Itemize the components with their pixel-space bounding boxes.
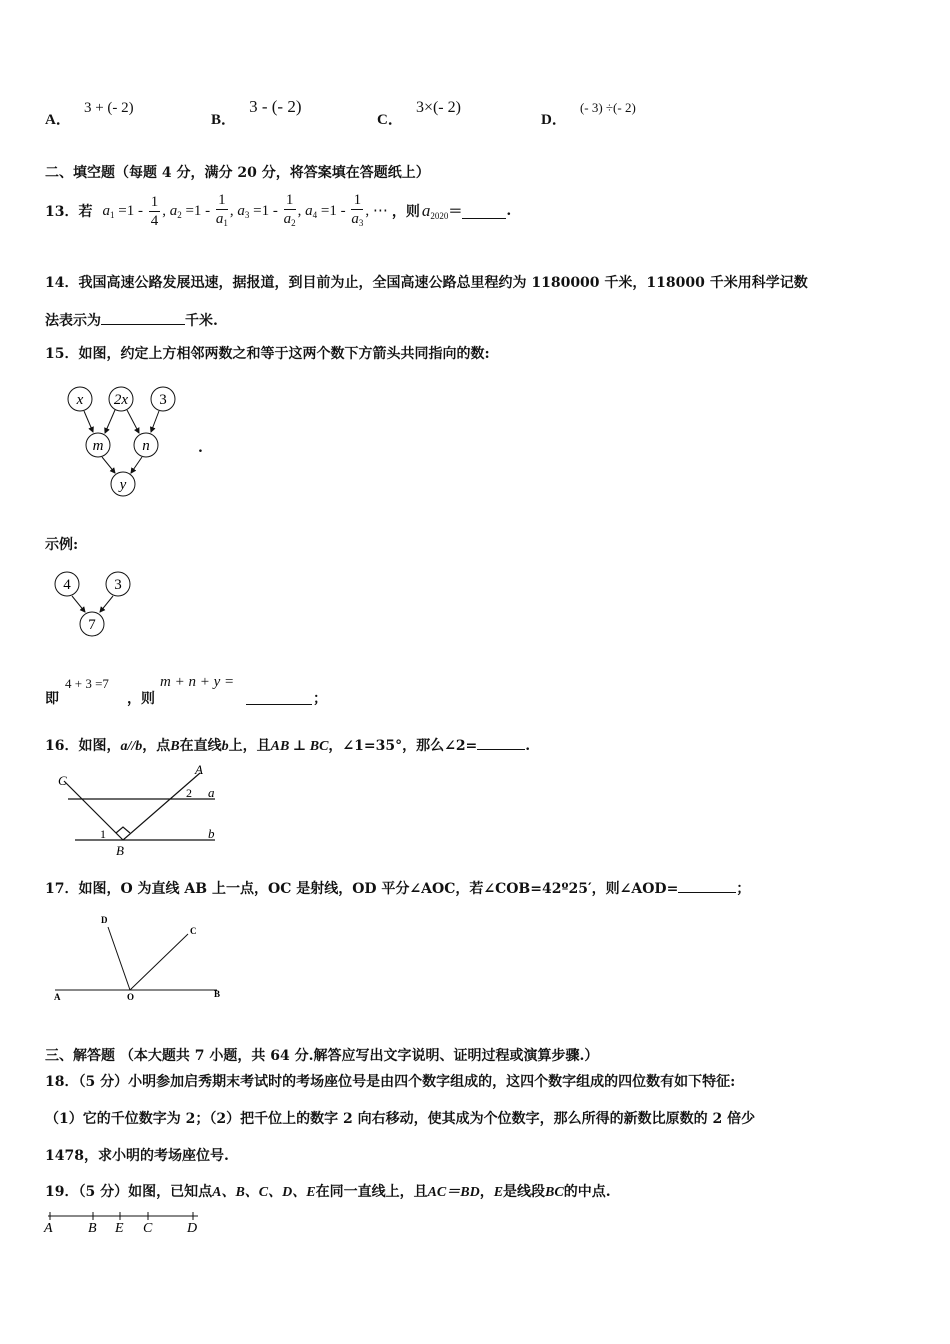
q15-arrow: [151, 411, 159, 432]
q13-a4: a: [305, 202, 313, 219]
q16-segment-ba: [123, 773, 200, 840]
option-b-label: B．: [211, 112, 237, 128]
q19-figure: [42, 1208, 212, 1238]
q19-t6: ，: [479, 1184, 494, 1200]
option-c-label: C．: [377, 112, 403, 128]
q16-line-b: b: [221, 739, 229, 754]
q19-condition: AC＝BD: [427, 1185, 480, 1200]
q15-arrow: [127, 410, 139, 433]
q16-prefix: 16．如图，: [45, 738, 121, 754]
q16-label-line-a: a: [208, 785, 215, 800]
q15-example-label-3: 3: [114, 577, 122, 593]
option-c-expr: 3×(- 2): [415, 99, 461, 116]
q14-line2-prefix: 法表示为: [45, 313, 101, 329]
q16-end: .: [525, 738, 531, 754]
q19-t4: ，且: [399, 1184, 428, 1200]
q18-line1: 18．（5 分）小明参加启秀期末考试时的考场座位号是由四个数字组成的，这四个数字组成的四位数有如下特征:: [45, 1074, 736, 1090]
q17-ray-oc: [130, 934, 188, 990]
q13-number: 13．若: [45, 204, 93, 220]
q13-a3-sub: 3: [244, 209, 250, 220]
q15-example-label: 示例:: [45, 537, 79, 553]
q16-right-angle-mark: [116, 827, 130, 833]
q19-label-e: E: [115, 1221, 124, 1236]
q16-angle-text: ，∠1=35°，那么∠2=: [328, 738, 478, 754]
q13-frac2-den-sub: 1: [223, 217, 228, 228]
q13-eq2: =1 -: [185, 202, 211, 219]
q17-end: ；: [736, 881, 751, 897]
q13-target-sub: 2020: [430, 211, 449, 221]
q16-label-a: A: [195, 763, 203, 777]
q19-t8: 是线段: [503, 1184, 546, 1200]
q17-question: [45, 878, 750, 898]
q15-answer-line: [45, 676, 445, 710]
q13-a2-sub: 2: [177, 209, 182, 220]
q13-frac4-num: 1: [351, 191, 363, 210]
q13-frac3-den-sub: 2: [291, 217, 296, 228]
q15-arrow: [84, 411, 93, 432]
q15-arrow: [102, 457, 115, 473]
q13-frac4-den: a: [351, 210, 359, 227]
q13-frac4: [351, 191, 363, 232]
section3-heading: 三、解答题 （本大题共 7 小题，共 64 分.解答应写出文字说明、证明过程或演算步骤.）: [45, 1048, 599, 1064]
q17-label-o: O: [127, 992, 135, 1002]
option-b: [211, 97, 302, 129]
q13-target: a: [421, 201, 431, 220]
q18-line3: 1478，求小明的考场座位号.: [45, 1148, 229, 1164]
q16-parallel: a//b: [120, 739, 143, 754]
q13-a1-sub: 1: [109, 209, 115, 220]
q16-label-line-b: b: [208, 826, 215, 841]
q16-t7: 上，且: [228, 738, 271, 754]
q16-label-angle2: 2: [186, 786, 192, 800]
q15-answer-blank[interactable]: [246, 690, 312, 705]
q16-figure: [50, 763, 225, 858]
option-a-expr: 3 + (- 2): [83, 100, 134, 116]
q16-label-c: C: [58, 773, 67, 788]
q13-equals: ＝: [448, 204, 463, 220]
q13-frac1-den: 4: [150, 212, 159, 229]
q14-line2: [45, 310, 218, 330]
q13-eq3: =1 -: [253, 202, 278, 219]
q15-example-label-7: 7: [88, 617, 96, 633]
q16-question: [45, 735, 530, 755]
q19-points: A、B、C、D、E: [212, 1185, 316, 1200]
q17-label-c: C: [190, 926, 197, 936]
q17-label-d: D: [101, 915, 108, 925]
q15-dot: .: [198, 440, 203, 456]
q15-example-label-4: 4: [63, 577, 71, 593]
option-c: [377, 99, 461, 129]
option-a: [45, 100, 134, 129]
q13-frac3-den: a: [283, 210, 292, 227]
q16-label-b: B: [116, 843, 124, 858]
q15-diagram: [60, 378, 200, 503]
q15-label-m: m: [92, 438, 104, 454]
q14-answer-blank[interactable]: [101, 310, 185, 325]
q15-semicolon: ；: [313, 691, 327, 707]
section2-heading: 二、填空题（每题 4 分，满分 20 分，将答案填在答题纸上）: [45, 165, 430, 181]
q15-arrow: [131, 457, 142, 473]
q16-segment-bc: [64, 781, 123, 840]
q16-label-angle1: 1: [100, 827, 106, 841]
q13-frac2: [216, 191, 228, 232]
q17-answer-blank[interactable]: [678, 878, 736, 893]
q13-a1: a: [102, 202, 110, 219]
q15-label-y: y: [119, 477, 127, 493]
q19-label-d: D: [187, 1221, 198, 1236]
q19-prefix: 19．（5 分）如图，已知点: [45, 1184, 213, 1200]
q19-label-a: A: [44, 1221, 53, 1236]
option-b-expr: 3 - (- 2): [249, 97, 302, 116]
q16-t3: ，点: [142, 738, 171, 754]
q15-ze: ，则: [127, 691, 155, 707]
q19-label-b: B: [88, 1221, 97, 1236]
option-d-label: D．: [541, 112, 567, 128]
q17-text: 17．如图，O 为直线 AB 上一点，OC 是射线，OD 平分∠AOC，若∠COB=42º25′，则∠AOD=: [45, 881, 679, 897]
q14-line2-suffix: 千米.: [185, 313, 218, 329]
q13-a3: a: [237, 202, 245, 219]
q19-point-e: E: [493, 1185, 504, 1200]
q19-t10: 的中点.: [563, 1184, 611, 1200]
q13-frac3: [284, 191, 296, 232]
q17-ray-od: [108, 927, 130, 990]
q18-line2: （1）它的千位数字为 2；（2）把千位上的数字 2 向右移动，使其成为个位数字，那么所得的新数比原数的 2 倍少: [45, 1111, 756, 1127]
q13-eq1: =1 -: [118, 202, 143, 219]
q13-tail: , ⋯: [365, 202, 388, 219]
q16-perp: AB ⊥ BC: [270, 739, 329, 754]
q13-frac3-num: 1: [284, 191, 296, 210]
q15-example-arrow: [72, 596, 85, 612]
q17-label-a: A: [54, 992, 61, 1002]
q13: 13．若 $a_1 =1$ - $\frac{1}{4}$ , $a_2 =1$ - $\frac{1}{a_1}$ , $a_3 =1$ - $\frac{1}{a_2}$ , $a_4 =1$ - $\frac{1}{a_3}$ , ⋯ ，则 $a_{2020}$ ＝ .: [45, 186, 511, 236]
q13-a4-sub: 4: [312, 209, 318, 220]
q13-end: .: [506, 203, 512, 219]
q19-t3: 在同一直线上: [315, 1184, 400, 1200]
q13-a2: a: [169, 202, 178, 219]
q14-line1: 14．我国高速公路发展迅速，据报道，到目前为止，全国高速公路总里程约为 1180000 千米，118000 千米用科学记数: [45, 275, 808, 291]
q16-point-b: B: [170, 739, 180, 754]
q15-ji: 即: [45, 691, 59, 707]
q17-figure: [45, 912, 230, 1004]
q15-label-x: x: [76, 392, 84, 408]
q15-ask: m + n + y =: [160, 674, 235, 690]
q13-frac1: [149, 193, 161, 230]
q13-frac2-den: a: [215, 210, 224, 227]
q15-example-diagram: [50, 568, 140, 643]
q13-frac2-num: 1: [216, 191, 228, 210]
q17-label-b: B: [214, 989, 221, 999]
q19-question: [45, 1181, 611, 1201]
q15-example-eq: 4 + 3 =7: [65, 676, 109, 691]
q13-then: ，则: [391, 204, 420, 220]
option-a-label: A．: [45, 112, 71, 128]
q15-label-n: n: [142, 438, 150, 454]
q16-t5: 在直线: [179, 738, 222, 754]
q13-eq4: =1 -: [320, 202, 346, 219]
q15-question: 15．如图，约定上方相邻两数之和等于这两个数下方箭头共同指向的数:: [45, 346, 490, 362]
q15-example-arrow: [100, 596, 113, 612]
q15-arrow: [105, 410, 115, 433]
q19-segment-bc: BC: [545, 1185, 564, 1200]
q15-label-3: 3: [159, 392, 167, 408]
q13-answer-blank[interactable]: [462, 204, 506, 219]
q16-answer-blank[interactable]: [477, 735, 525, 750]
q13-frac4-den-sub: 3: [358, 217, 364, 228]
q15-label-2x: 2x: [113, 392, 129, 408]
q13-frac1-num: 1: [150, 193, 159, 210]
q19-label-c: C: [143, 1221, 153, 1236]
option-d-expr: (- 3) ÷(- 2): [579, 100, 636, 115]
